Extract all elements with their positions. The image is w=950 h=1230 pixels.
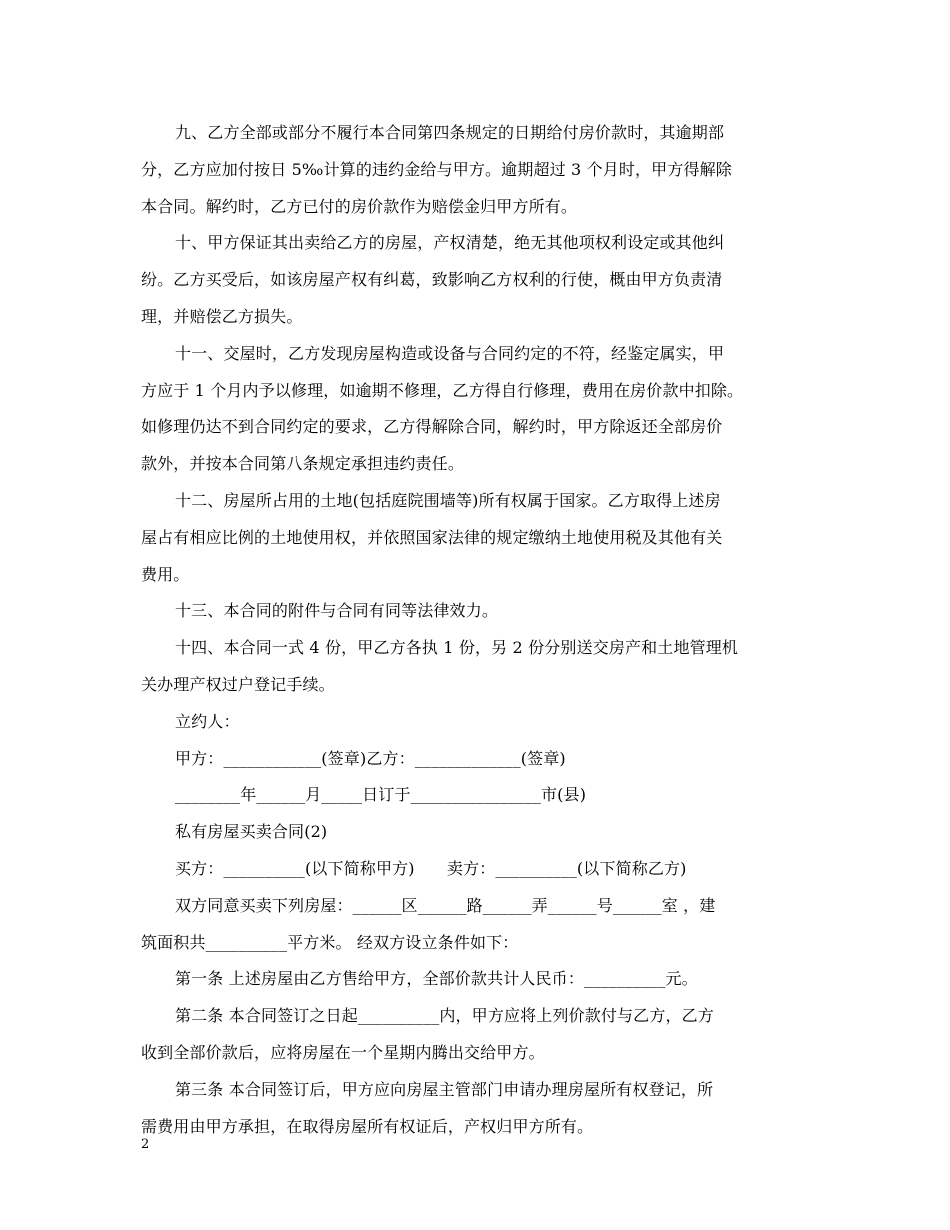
document-line: 费用。 [141, 564, 190, 584]
page-number: 2 [141, 1137, 150, 1152]
document-line: 九、乙方全部或部分不履行本合同第四条规定的日期给付房价款时，其逾期部 [175, 123, 725, 142]
document-body [141, 115, 815, 1145]
document-line: 第一条 上述房屋由乙方售给甲方，全部价款共计人民币：__________元。 [175, 969, 698, 989]
document-line: 关办理产权过户登记手续。 [141, 674, 335, 694]
document-line: 理，并赔偿乙方损失。 [141, 306, 303, 326]
document-line: 纷。乙方买受后，如该房屋产权有纠葛，致影响乙方权利的行使，概由甲方负责清 [141, 270, 723, 290]
document-line: 十二、房屋所占用的土地(包括庭院围墙等)所有权属于国家。乙方取得上述房 [175, 490, 721, 510]
document-line: 买方：__________(以下简称甲方) 卖方：__________(以下简称乙方) [175, 858, 687, 878]
document-line: 方应于 1 个月内予以修理，如逾期不修理，乙方得自行修理，费用在房价款中扣除。 [141, 380, 744, 400]
document-line: 第二条 本合同签订之日起__________内，甲方应将上列价款付与乙方，乙方 [175, 1006, 714, 1026]
document-line: ________年______月_____日订于________________市(县) [175, 785, 587, 805]
document-line: 十三、本合同的附件与合同有同等法律效力。 [175, 601, 499, 621]
document-line: 如修理仍达不到合同约定的要求，乙方得解除合同，解约时，甲方除返还全部房价 [141, 417, 723, 437]
document-line: 款外，并按本合同第八条规定承担违约责任。 [141, 454, 465, 474]
document-line: 十一、交屋时，乙方发现房屋构造或设备与合同约定的不符，经鉴定属实，甲 [175, 343, 725, 363]
document-line: 本合同。解约时，乙方已付的房价款作为赔偿金归甲方所有。 [141, 196, 578, 216]
document-line: 筑面积共__________平方米。 经双方设立条件如下： [141, 932, 519, 952]
document-line: 第三条 本合同签订后，甲方应向房屋主管部门申请办理房屋所有权登记，所 [175, 1079, 714, 1099]
document-line: 私有房屋买卖合同(2) [175, 822, 328, 842]
document-line: 甲方：____________(签章)乙方：_____________(签章) [175, 748, 566, 768]
document-line: 十、甲方保证其出卖给乙方的房屋，产权清楚，绝无其他项权利设定或其他纠 [175, 233, 725, 253]
document-line: 分，乙方应加付按日 5‰计算的违约金给与甲方。逾期超过 3 个月时，甲方得解除 [141, 159, 732, 179]
document-line: 屋占有相应比例的土地使用权，并依照国家法律的规定缴纳土地使用税及其他有关 [141, 527, 723, 547]
document-line: 立约人： [175, 711, 240, 731]
document-line: 双方同意买卖下列房屋：______区______路______弄______号______室 ，建 [175, 895, 716, 915]
document-line: 收到全部价款后，应将房屋在一个星期内腾出交给甲方。 [141, 1042, 545, 1062]
document-line: 需费用由甲方承担，在取得房屋所有权证后，产权归甲方所有。 [141, 1116, 594, 1136]
document-line: 十四、本合同一式 4 份，甲乙方各执 1 份，另 2 份分别送交房产和土地管理机 [175, 638, 739, 658]
